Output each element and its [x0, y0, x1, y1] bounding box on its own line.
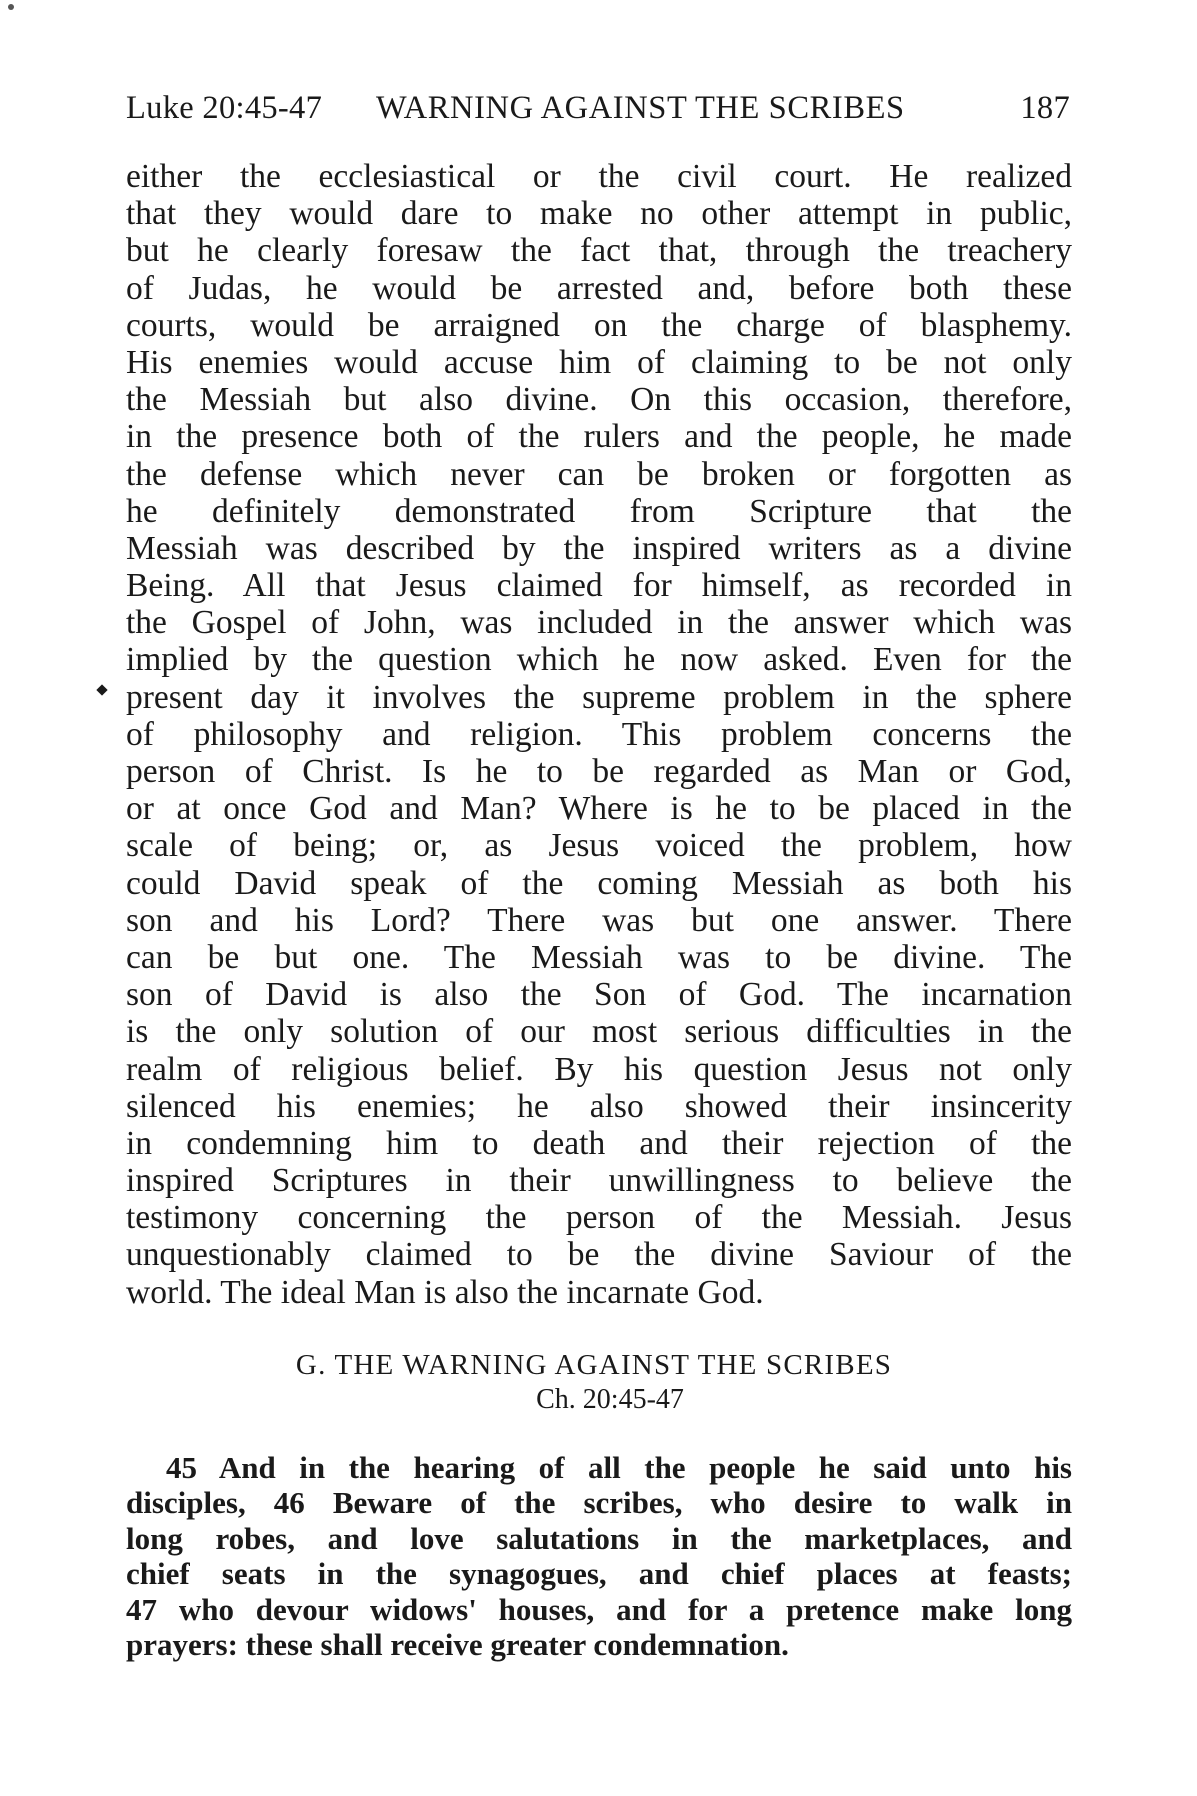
- text-line: son and his Lord? There was but one answer. There: [126, 901, 1072, 939]
- section-title: G. THE WARNING AGAINST THE SCRIBES: [295, 1349, 893, 1381]
- body-paragraph: [126, 158, 1072, 1311]
- running-head-reference: Luke 20:45-47: [126, 90, 323, 126]
- text-line: Being. All that Jesus claimed for himself, as recorded in: [126, 567, 1072, 605]
- text-line: testimony concerning the person of the Messiah. Jesus: [126, 1199, 1072, 1237]
- text-line: or at once God and Man? Where is he to be placed in the: [126, 790, 1072, 828]
- scripture-line: 45 And in the hearing of all the people he said unto his: [166, 1450, 1072, 1485]
- text-line: can be but one. The Messiah was to be divine. The: [126, 938, 1072, 976]
- text-line: realm of religious belief. By his question Jesus not only: [126, 1050, 1072, 1088]
- text-line: the Messiah but also divine. On this occasion, therefore,: [126, 381, 1072, 419]
- section-heading: [126, 1347, 1072, 1417]
- text-line: of Judas, he would be arrested and, before both these: [126, 269, 1072, 307]
- text-line: the Gospel of John, was included in the answer which was: [126, 604, 1072, 642]
- text-line: silenced his enemies; he also showed their insincerity: [126, 1087, 1072, 1125]
- text-line: but he clearly foresaw the fact that, through the treachery: [126, 232, 1072, 270]
- text-line: is the only solution of our most serious difficulties in the: [126, 1013, 1072, 1051]
- text-line: of philosophy and religion. This problem concerns the: [126, 715, 1072, 753]
- scripture-line: prayers: these shall receive greater condemnation.: [126, 1626, 789, 1662]
- text-line: in the presence both of the rulers and the people, he made: [126, 418, 1072, 456]
- text-line: His enemies would accuse him of claiming to be not only: [126, 343, 1072, 381]
- scripture-line: long robes, and love salutations in the marketplaces, and: [126, 1520, 1072, 1556]
- text-line: he definitely demonstrated from Scripture that the: [126, 492, 1072, 530]
- running-head-title: WARNING AGAINST THE SCRIBES: [376, 90, 905, 126]
- text-line: scale of being; or, as Jesus voiced the problem, how: [126, 827, 1072, 865]
- scripture-passage: [126, 1450, 1072, 1662]
- text-line: unquestionably claimed to be the divine Saviour of the: [126, 1236, 1072, 1274]
- text-line: could David speak of the coming Messiah as both his: [126, 864, 1072, 902]
- margin-bullet: [96, 684, 107, 695]
- ink-speck: [8, 4, 14, 10]
- text-line: person of Christ. Is he to be regarded as Man or God,: [126, 753, 1072, 790]
- section-reference: Ch. 20:45-47: [536, 1384, 684, 1415]
- text-line: world. The ideal Man is also the incarnate God.: [126, 1273, 764, 1311]
- scripture-line: 47 who devour widows' houses, and for a pretence make long: [126, 1591, 1072, 1627]
- text-line: the defense which never can be broken or forgotten as: [126, 455, 1072, 493]
- text-line: courts, would be arraigned on the charge of blasphemy.: [126, 306, 1072, 344]
- scripture-line: chief seats in the synagogues, and chief places at feasts;: [126, 1556, 1072, 1592]
- text-line: present day it involves the supreme problem in the sphere: [126, 678, 1072, 716]
- page-number: 187: [1020, 90, 1070, 126]
- text-line: either the ecclesiastical or the civil court. He realized: [126, 158, 1072, 195]
- scripture-line: disciples, 46 Beware of the scribes, who desire to walk in: [126, 1485, 1072, 1521]
- text-line: Messiah was described by the inspired writers as a divine: [126, 529, 1072, 567]
- text-line: inspired Scriptures in their unwillingness to believe the: [126, 1162, 1072, 1200]
- running-head: [126, 88, 1072, 128]
- text-line: son of David is also the Son of God. The incarnation: [126, 976, 1072, 1014]
- text-line: in condemning him to death and their rejection of the: [126, 1124, 1072, 1162]
- text-line: implied by the question which he now asked. Even for the: [126, 641, 1072, 679]
- text-line: that they would dare to make no other attempt in public,: [126, 195, 1072, 233]
